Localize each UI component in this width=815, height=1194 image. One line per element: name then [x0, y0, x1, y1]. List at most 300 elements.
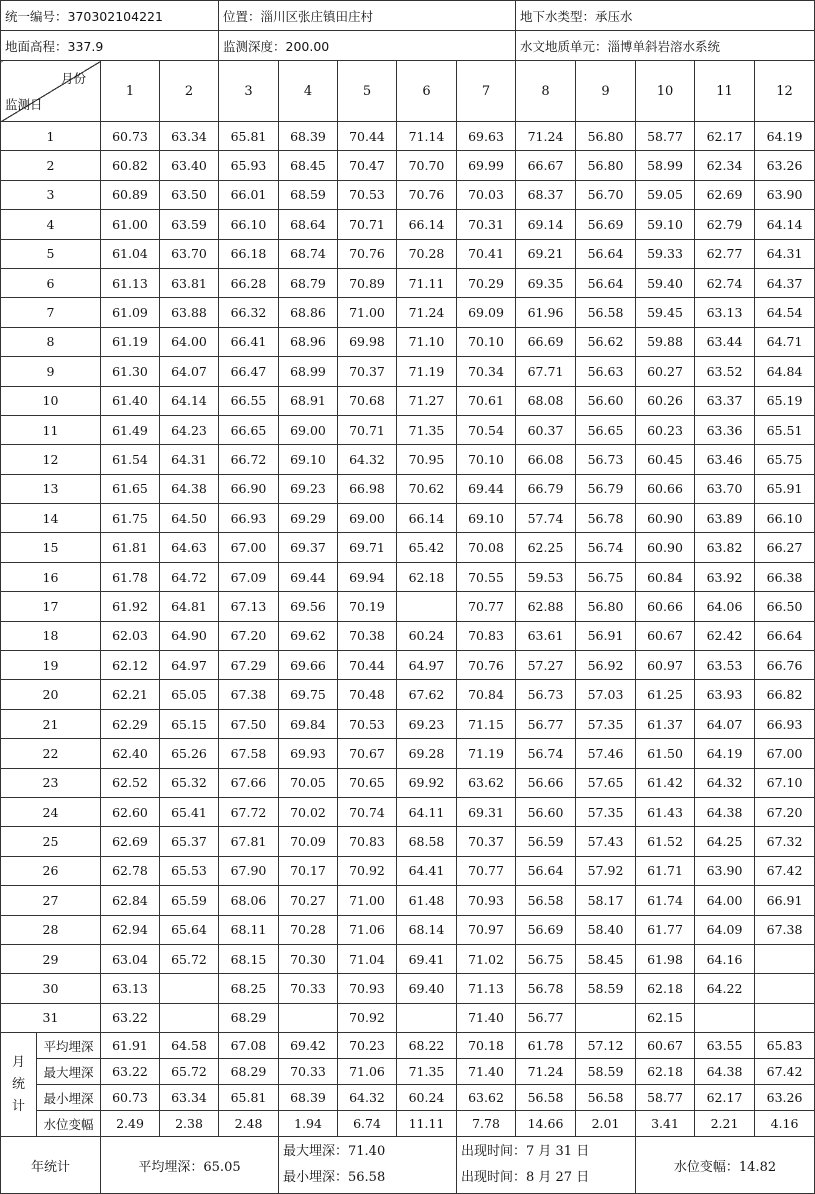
depth-cell: 57.35 [576, 709, 636, 738]
depth-cell: 62.18 [397, 562, 457, 591]
year-extreme-depths [279, 1137, 457, 1194]
stat-cell: 56.58 [516, 1085, 576, 1111]
depth-cell: 69.09 [457, 298, 516, 327]
depth-cell: 67.20 [219, 621, 279, 650]
table-row [1, 180, 815, 209]
depth-cell: 70.29 [457, 268, 516, 297]
depth-cell: 67.20 [755, 797, 815, 826]
depth-cell: 68.91 [279, 386, 338, 415]
stat-cell: 2.01 [576, 1111, 636, 1137]
stat-cell: 63.26 [755, 1085, 815, 1111]
depth-cell: 69.63 [457, 122, 516, 151]
depth-cell: 70.55 [457, 562, 516, 591]
depth-cell: 63.13 [101, 974, 160, 1003]
depth-cell: 61.19 [101, 327, 160, 356]
depth-cell: 66.55 [219, 386, 279, 415]
table-row [1, 827, 815, 856]
depth-cell: 62.77 [695, 239, 755, 268]
depth-cell: 64.14 [160, 386, 219, 415]
depth-cell: 62.12 [101, 651, 160, 680]
day-cell: 15 [1, 533, 101, 562]
depth-cell: 63.82 [695, 533, 755, 562]
depth-cell: 61.09 [101, 298, 160, 327]
depth-cell: 67.38 [755, 915, 815, 944]
depth-cell: 70.65 [338, 768, 397, 797]
stat-cell: 2.21 [695, 1111, 755, 1137]
depth-cell: 68.64 [279, 210, 338, 239]
depth-cell: 62.17 [695, 122, 755, 151]
day-cell: 2 [1, 151, 101, 180]
depth-cell: 60.67 [636, 621, 695, 650]
info-row-2 [1, 31, 815, 61]
station-location: 位置：淄川区张庄镇田庄村 [219, 1, 516, 31]
depth-cell: 60.89 [101, 180, 160, 209]
depth-cell: 70.33 [279, 974, 338, 1003]
depth-cell: 64.84 [755, 357, 815, 386]
stat-cell: 65.72 [160, 1059, 219, 1085]
day-cell: 13 [1, 474, 101, 503]
depth-cell: 64.07 [160, 357, 219, 386]
stat-cell: 3.41 [636, 1111, 695, 1137]
depth-cell: 56.73 [576, 445, 636, 474]
depth-cell: 64.54 [755, 298, 815, 327]
stat-cell: 64.38 [695, 1059, 755, 1085]
depth-cell: 63.70 [160, 239, 219, 268]
month-stats-label [1, 1033, 37, 1137]
depth-cell: 71.35 [397, 415, 457, 444]
depth-cell: 68.39 [279, 122, 338, 151]
day-cell: 30 [1, 974, 101, 1003]
depth-cell: 65.37 [160, 827, 219, 856]
stat-cell: 56.58 [576, 1085, 636, 1111]
depth-cell: 71.24 [397, 298, 457, 327]
depth-cell: 63.26 [755, 151, 815, 180]
depth-cell: 70.05 [279, 768, 338, 797]
stat-cell: 4.16 [755, 1111, 815, 1137]
depth-cell: 68.96 [279, 327, 338, 356]
depth-cell: 68.15 [219, 944, 279, 973]
depth-cell: 70.68 [338, 386, 397, 415]
stat-label: 水位变幅 [37, 1111, 101, 1137]
stat-cell: 6.74 [338, 1111, 397, 1137]
depth-cell: 71.00 [338, 298, 397, 327]
stat-cell: 1.94 [279, 1111, 338, 1137]
depth-cell: 69.23 [279, 474, 338, 503]
depth-cell: 63.81 [160, 268, 219, 297]
month-stat-row [1, 1085, 815, 1111]
depth-cell: 64.19 [695, 739, 755, 768]
depth-cell: 61.74 [636, 886, 695, 915]
depth-cell [755, 974, 815, 1003]
depth-cell: 67.32 [755, 827, 815, 856]
month-stats-label-char: 统 [11, 1076, 25, 1092]
depth-cell: 58.59 [576, 974, 636, 1003]
depth-cell: 62.74 [695, 268, 755, 297]
depth-cell [397, 592, 457, 621]
depth-cell: 70.31 [457, 210, 516, 239]
depth-cell: 65.41 [160, 797, 219, 826]
stat-cell: 68.29 [219, 1059, 279, 1085]
table-row [1, 533, 815, 562]
depth-cell: 70.93 [338, 974, 397, 1003]
hydrogeologic-unit: 水文地质单元：淄博单斜岩溶水系统 [516, 31, 815, 61]
depth-cell: 70.54 [457, 415, 516, 444]
stat-cell: 60.24 [397, 1085, 457, 1111]
depth-cell: 66.90 [219, 474, 279, 503]
depth-cell: 70.93 [457, 886, 516, 915]
depth-cell: 71.15 [457, 709, 516, 738]
depth-cell: 62.15 [636, 1003, 695, 1032]
depth-cell: 60.24 [397, 621, 457, 650]
depth-cell: 67.72 [219, 797, 279, 826]
depth-cell: 63.92 [695, 562, 755, 591]
depth-cell: 69.41 [397, 944, 457, 973]
depth-cell: 70.28 [279, 915, 338, 944]
month-header: 9 [576, 61, 636, 122]
stat-label: 最小埋深 [37, 1085, 101, 1111]
depth-cell: 70.53 [338, 180, 397, 209]
depth-cell: 62.69 [101, 827, 160, 856]
depth-cell: 69.29 [279, 504, 338, 533]
info-row-1 [1, 1, 815, 31]
depth-cell: 60.66 [636, 474, 695, 503]
depth-cell: 69.00 [338, 504, 397, 533]
depth-cell: 56.75 [576, 562, 636, 591]
depth-cell: 63.89 [695, 504, 755, 533]
depth-cell: 70.17 [279, 856, 338, 885]
depth-cell: 68.74 [279, 239, 338, 268]
stat-cell: 2.48 [219, 1111, 279, 1137]
depth-cell: 57.74 [516, 504, 576, 533]
depth-cell: 61.98 [636, 944, 695, 973]
depth-cell: 65.51 [755, 415, 815, 444]
depth-cell: 66.76 [755, 651, 815, 680]
depth-cell: 69.00 [279, 415, 338, 444]
table-row [1, 680, 815, 709]
day-cell: 16 [1, 562, 101, 591]
day-cell: 23 [1, 768, 101, 797]
stat-cell: 58.77 [636, 1085, 695, 1111]
month-header: 1 [101, 61, 160, 122]
table-row [1, 474, 815, 503]
diagonal-header-cell [1, 61, 101, 122]
month-header: 3 [219, 61, 279, 122]
depth-cell: 60.23 [636, 415, 695, 444]
depth-cell: 70.34 [457, 357, 516, 386]
depth-cell: 70.84 [457, 680, 516, 709]
depth-cell: 71.14 [397, 122, 457, 151]
table-row [1, 386, 815, 415]
depth-cell: 70.44 [338, 651, 397, 680]
depth-cell: 56.60 [576, 386, 636, 415]
depth-cell: 70.77 [457, 856, 516, 885]
depth-cell: 68.06 [219, 886, 279, 915]
depth-cell: 64.32 [695, 768, 755, 797]
depth-cell: 64.25 [695, 827, 755, 856]
depth-cell: 64.50 [160, 504, 219, 533]
depth-cell: 67.90 [219, 856, 279, 885]
depth-cell: 60.97 [636, 651, 695, 680]
depth-cell: 63.44 [695, 327, 755, 356]
depth-cell: 58.77 [636, 122, 695, 151]
stat-cell: 58.59 [576, 1059, 636, 1085]
stat-cell: 69.42 [279, 1033, 338, 1059]
stat-cell: 67.08 [219, 1033, 279, 1059]
depth-cell: 61.04 [101, 239, 160, 268]
depth-cell: 56.69 [516, 915, 576, 944]
month-header: 2 [160, 61, 219, 122]
depth-cell: 69.23 [397, 709, 457, 738]
depth-cell: 66.93 [219, 504, 279, 533]
depth-cell: 64.90 [160, 621, 219, 650]
depth-cell: 67.58 [219, 739, 279, 768]
depth-cell: 70.76 [397, 180, 457, 209]
depth-cell: 56.77 [516, 1003, 576, 1032]
depth-cell: 69.35 [516, 268, 576, 297]
year-stat-row [1, 1137, 815, 1194]
depth-cell: 61.65 [101, 474, 160, 503]
depth-cell: 70.92 [338, 856, 397, 885]
depth-cell: 71.02 [457, 944, 516, 973]
depth-cell: 63.62 [457, 768, 516, 797]
depth-cell: 68.14 [397, 915, 457, 944]
depth-cell: 65.64 [160, 915, 219, 944]
depth-cell: 71.00 [338, 886, 397, 915]
depth-cell: 56.70 [576, 180, 636, 209]
depth-cell: 67.09 [219, 562, 279, 591]
depth-cell: 64.38 [695, 797, 755, 826]
depth-cell: 56.74 [576, 533, 636, 562]
depth-cell: 70.44 [338, 122, 397, 151]
stat-cell: 62.18 [636, 1059, 695, 1085]
depth-cell: 56.73 [516, 680, 576, 709]
table-row [1, 151, 815, 180]
monitoring-depth: 监测深度：200.00 [219, 31, 516, 61]
depth-cell: 66.41 [219, 327, 279, 356]
depth-cell: 66.14 [397, 210, 457, 239]
depth-cell: 66.01 [219, 180, 279, 209]
table-row [1, 944, 815, 973]
depth-cell: 60.82 [101, 151, 160, 180]
table-row [1, 415, 815, 444]
table-row [1, 886, 815, 915]
month-stats-label-char: 计 [11, 1098, 25, 1114]
depth-cell: 57.03 [576, 680, 636, 709]
depth-cell: 64.41 [397, 856, 457, 885]
table-row [1, 709, 815, 738]
depth-cell: 67.38 [219, 680, 279, 709]
depth-cell: 61.48 [397, 886, 457, 915]
depth-cell: 67.66 [219, 768, 279, 797]
depth-cell: 56.58 [576, 298, 636, 327]
depth-cell: 69.98 [338, 327, 397, 356]
depth-cell: 69.31 [457, 797, 516, 826]
depth-cell: 56.62 [576, 327, 636, 356]
depth-cell: 63.59 [160, 210, 219, 239]
depth-cell: 68.59 [279, 180, 338, 209]
day-cell: 29 [1, 944, 101, 973]
depth-cell: 62.69 [695, 180, 755, 209]
depth-cell: 64.19 [755, 122, 815, 151]
depth-cell: 65.93 [219, 151, 279, 180]
depth-cell: 66.10 [755, 504, 815, 533]
day-cell: 17 [1, 592, 101, 621]
year-max-time: 出现时间：7 月 31 日 [461, 1144, 590, 1160]
depth-cell: 56.80 [576, 122, 636, 151]
depth-cell: 68.99 [279, 357, 338, 386]
month-header: 10 [636, 61, 695, 122]
depth-cell: 65.59 [160, 886, 219, 915]
day-cell: 19 [1, 651, 101, 680]
month-header: 5 [338, 61, 397, 122]
depth-cell: 70.95 [397, 445, 457, 474]
month-stat-row [1, 1111, 815, 1137]
table-row [1, 327, 815, 356]
depth-cell: 70.37 [457, 827, 516, 856]
depth-cell: 56.66 [516, 768, 576, 797]
depth-cell: 57.35 [576, 797, 636, 826]
depth-cell: 66.10 [219, 210, 279, 239]
depth-cell: 64.09 [695, 915, 755, 944]
depth-cell: 67.71 [516, 357, 576, 386]
depth-cell: 64.00 [695, 886, 755, 915]
depth-cell: 58.45 [576, 944, 636, 973]
depth-cell: 57.92 [576, 856, 636, 885]
depth-cell: 63.13 [695, 298, 755, 327]
month-stats-label-char: 月 [11, 1054, 25, 1070]
stat-cell: 70.18 [457, 1033, 516, 1059]
depth-cell: 70.02 [279, 797, 338, 826]
depth-cell: 61.25 [636, 680, 695, 709]
depth-cell: 64.63 [160, 533, 219, 562]
depth-cell: 62.42 [695, 621, 755, 650]
depth-cell: 69.40 [397, 974, 457, 1003]
depth-cell: 70.76 [338, 239, 397, 268]
depth-cell: 64.37 [755, 268, 815, 297]
depth-cell: 66.47 [219, 357, 279, 386]
depth-cell: 65.15 [160, 709, 219, 738]
depth-cell: 70.71 [338, 210, 397, 239]
depth-cell: 70.74 [338, 797, 397, 826]
depth-cell: 56.69 [576, 210, 636, 239]
depth-cell: 57.43 [576, 827, 636, 856]
stat-cell: 68.39 [279, 1085, 338, 1111]
depth-cell: 69.66 [279, 651, 338, 680]
depth-cell: 65.53 [160, 856, 219, 885]
depth-cell [755, 944, 815, 973]
depth-cell: 62.34 [695, 151, 755, 180]
stat-cell: 68.22 [397, 1033, 457, 1059]
depth-cell: 69.93 [279, 739, 338, 768]
day-cell: 20 [1, 680, 101, 709]
depth-cell: 71.10 [397, 327, 457, 356]
depth-cell: 64.31 [755, 239, 815, 268]
table-row [1, 504, 815, 533]
month-header: 11 [695, 61, 755, 122]
depth-cell: 69.14 [516, 210, 576, 239]
depth-cell: 71.40 [457, 1003, 516, 1032]
depth-cell: 63.61 [516, 621, 576, 650]
table-row [1, 298, 815, 327]
stat-cell: 71.06 [338, 1059, 397, 1085]
depth-cell: 67.81 [219, 827, 279, 856]
stat-cell: 60.73 [101, 1085, 160, 1111]
depth-cell: 56.75 [516, 944, 576, 973]
depth-cell: 60.73 [101, 122, 160, 151]
ground-elevation: 地面高程：337.9 [1, 31, 219, 61]
day-cell: 24 [1, 797, 101, 826]
depth-cell: 66.69 [516, 327, 576, 356]
depth-cell: 65.72 [160, 944, 219, 973]
day-cell: 11 [1, 415, 101, 444]
depth-cell: 70.47 [338, 151, 397, 180]
depth-cell: 63.22 [101, 1003, 160, 1032]
depth-cell: 69.44 [457, 474, 516, 503]
depth-cell: 69.62 [279, 621, 338, 650]
depth-cell: 61.71 [636, 856, 695, 885]
depth-cell: 63.93 [695, 680, 755, 709]
depth-cell: 56.65 [576, 415, 636, 444]
table-row [1, 562, 815, 591]
depth-cell: 69.94 [338, 562, 397, 591]
depth-cell: 61.13 [101, 268, 160, 297]
stat-cell: 63.22 [101, 1059, 160, 1085]
depth-cell: 62.21 [101, 680, 160, 709]
month-stat-row [1, 1033, 815, 1059]
depth-cell: 59.88 [636, 327, 695, 356]
month-header: 12 [755, 61, 815, 122]
depth-cell: 61.00 [101, 210, 160, 239]
depth-cell: 62.78 [101, 856, 160, 885]
stat-cell: 71.35 [397, 1059, 457, 1085]
depth-cell: 61.96 [516, 298, 576, 327]
depth-cell: 70.97 [457, 915, 516, 944]
groundwater-type: 地下水类型：承压水 [516, 1, 815, 31]
depth-cell: 65.19 [755, 386, 815, 415]
depth-cell: 70.67 [338, 739, 397, 768]
depth-cell: 69.21 [516, 239, 576, 268]
depth-cell: 64.16 [695, 944, 755, 973]
depth-cell: 59.45 [636, 298, 695, 327]
table-row [1, 797, 815, 826]
depth-cell: 68.37 [516, 180, 576, 209]
depth-cell: 64.32 [338, 445, 397, 474]
depth-cell: 66.72 [219, 445, 279, 474]
depth-cell: 69.10 [457, 504, 516, 533]
depth-cell: 62.29 [101, 709, 160, 738]
depth-cell: 66.91 [755, 886, 815, 915]
depth-cell: 59.53 [516, 562, 576, 591]
day-cell: 21 [1, 709, 101, 738]
depth-cell: 56.59 [516, 827, 576, 856]
depth-cell: 67.29 [219, 651, 279, 680]
table-row [1, 856, 815, 885]
depth-cell: 69.99 [457, 151, 516, 180]
depth-cell: 66.32 [219, 298, 279, 327]
year-max-depth: 最大埋深：71.40 [283, 1144, 386, 1160]
stat-cell: 64.32 [338, 1085, 397, 1111]
day-cell: 22 [1, 739, 101, 768]
stat-cell: 2.38 [160, 1111, 219, 1137]
month-header: 8 [516, 61, 576, 122]
depth-cell: 66.65 [219, 415, 279, 444]
depth-cell: 56.64 [576, 239, 636, 268]
depth-cell: 62.84 [101, 886, 160, 915]
stat-cell: 11.11 [397, 1111, 457, 1137]
day-cell: 5 [1, 239, 101, 268]
depth-cell: 70.77 [457, 592, 516, 621]
depth-cell: 70.38 [338, 621, 397, 650]
